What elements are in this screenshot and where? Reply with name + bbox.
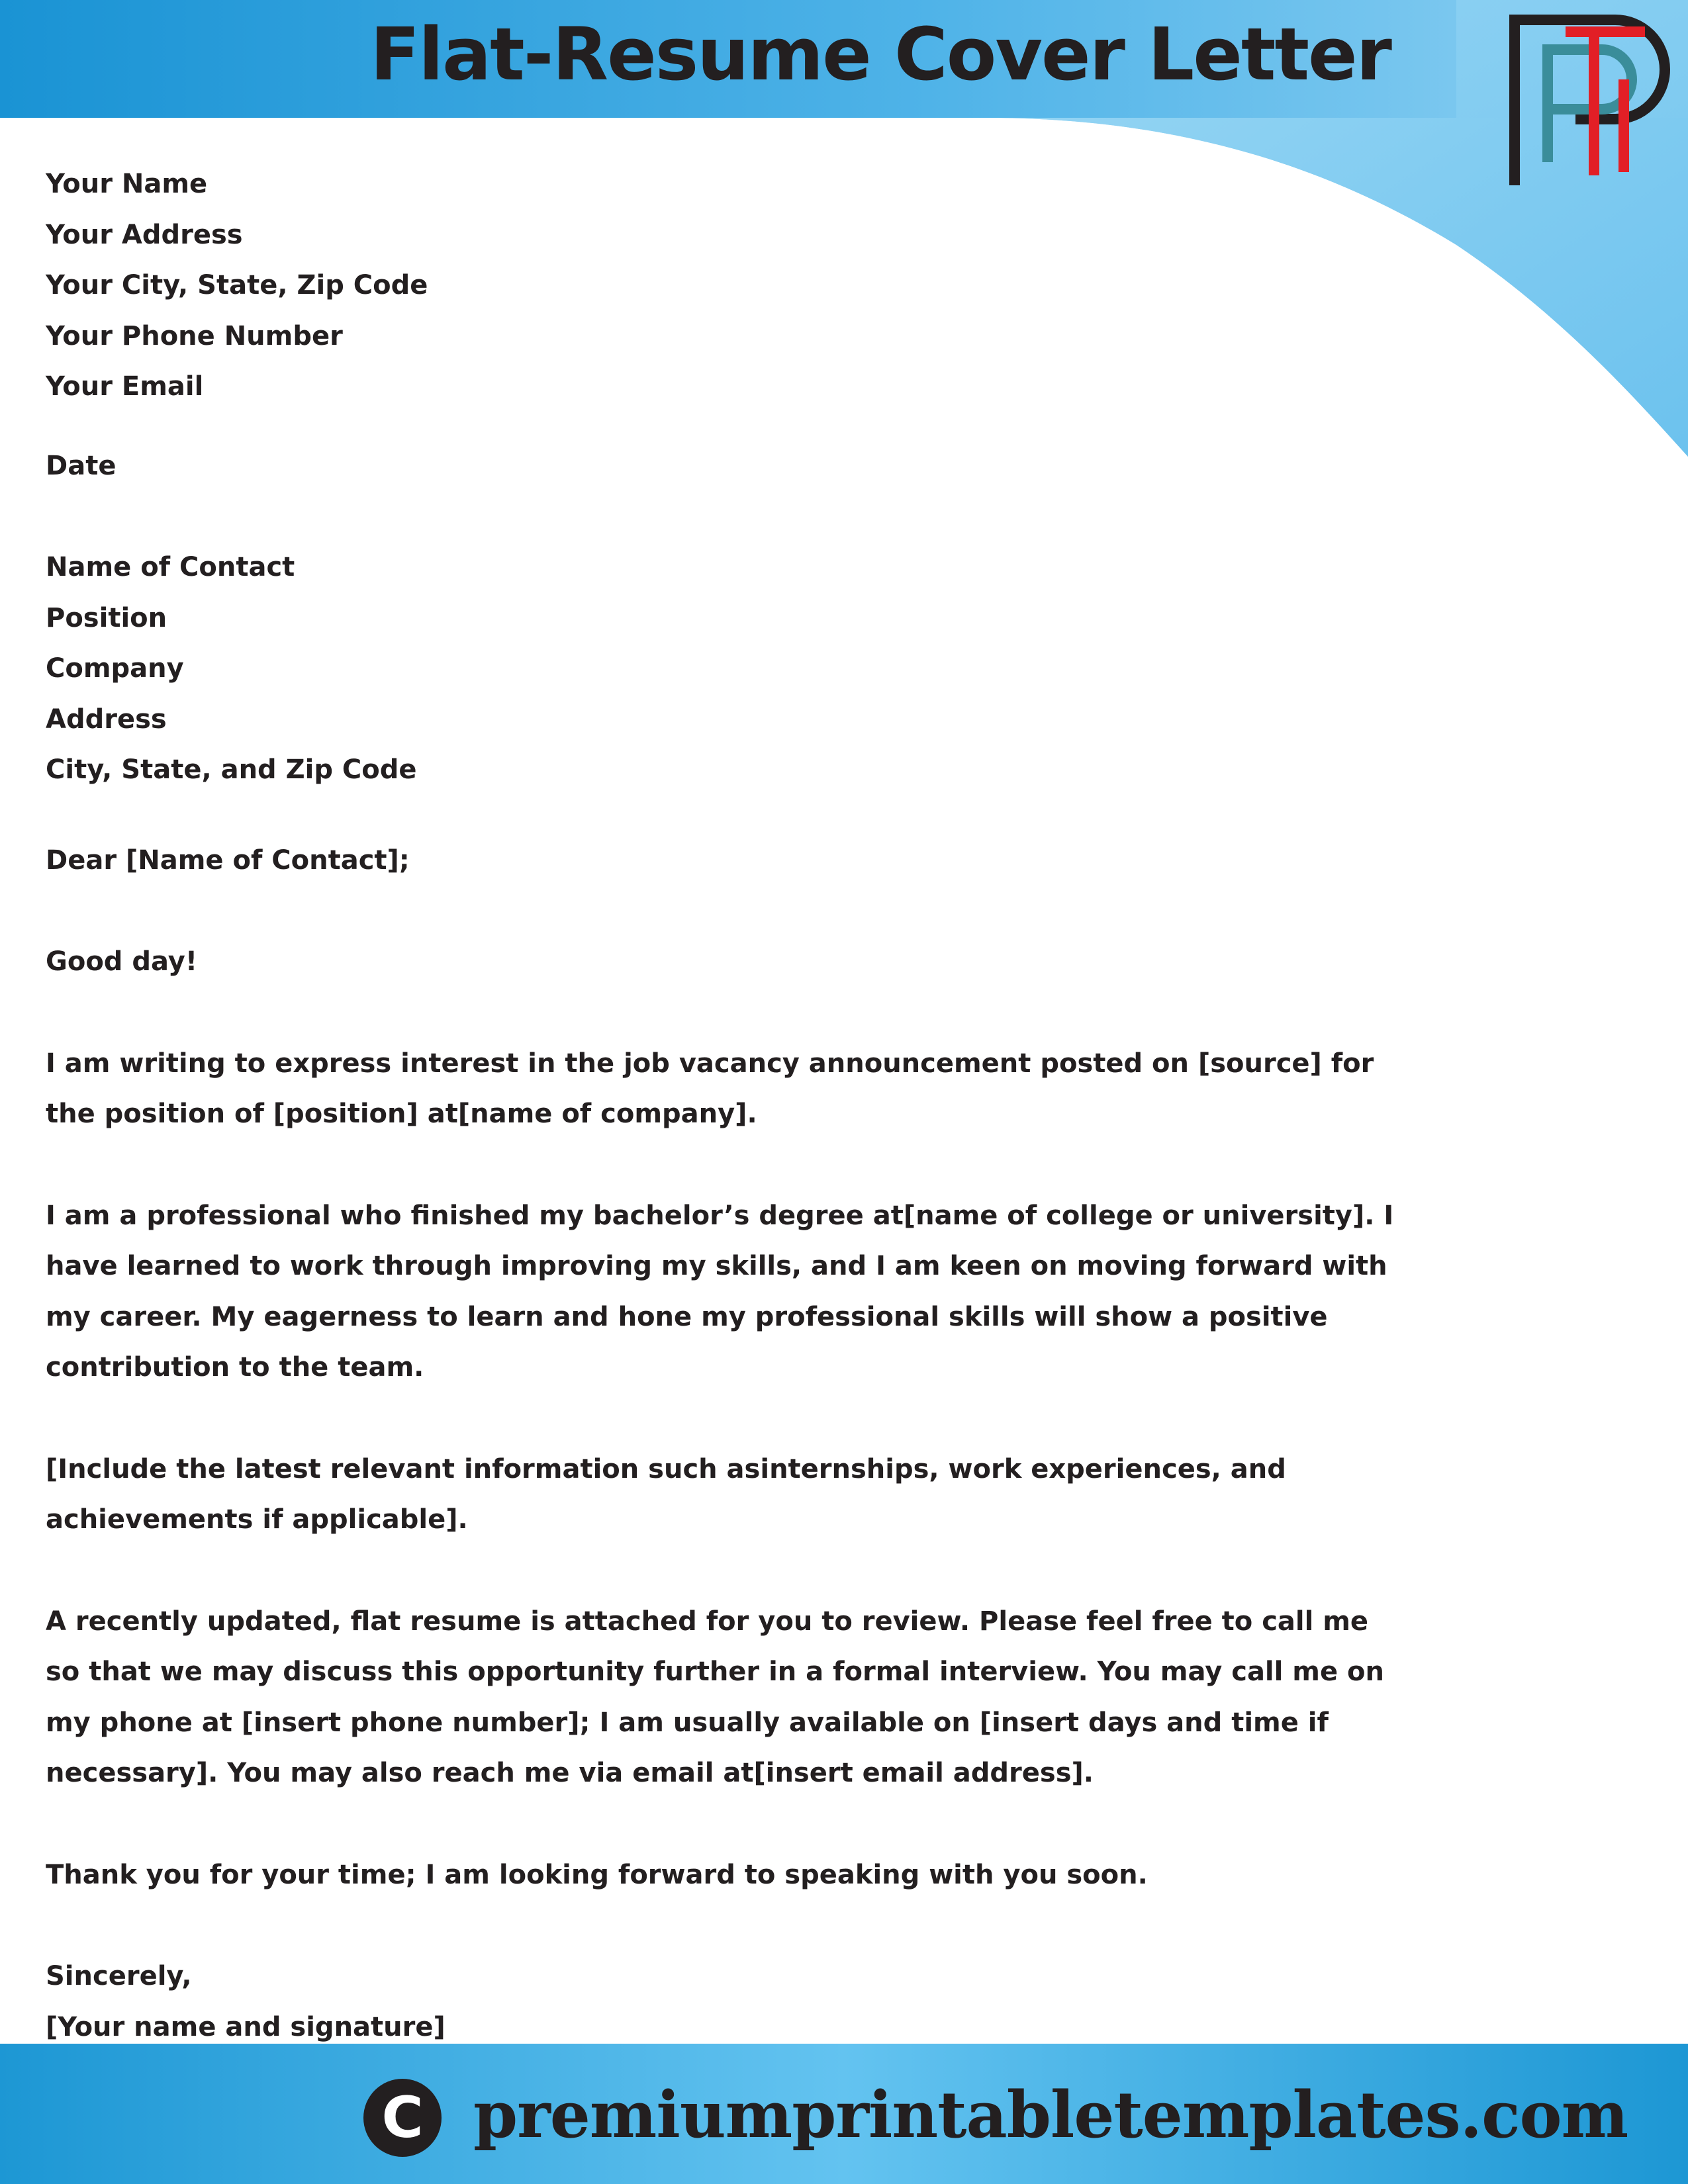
sender-city-state-zip: Your City, State, Zip Code bbox=[46, 270, 428, 300]
body-paragraph-4: A recently updated, flat resume is attached for you to review. Please feel free to call me so that we may discuss this opportunity further in a formal interview. You may call me on my phone at [insert phone number]; I am usually available on [insert days and time if necessary]. You may also reach me via email at[insert email address]. bbox=[46, 1606, 1384, 1788]
letter-date: Date bbox=[46, 450, 117, 481]
body-paragraph-1: I am writing to express interest in the job vacancy announcement posted on [source] for the position of [position] at[name of company]. bbox=[46, 1048, 1374, 1129]
recipient-address: Address bbox=[46, 704, 167, 735]
recipient-company: Company bbox=[46, 653, 184, 684]
body-paragraph-2: I am a professional who finished my bachelor’s degree at[name of college or university]. I have learned to work through improving my skills, and I am keen on moving forward with my career. My eagerness to learn and hone my professional skills will show a positive contribution to the team. bbox=[46, 1200, 1394, 1383]
greeting: Good day! bbox=[46, 946, 198, 977]
copyright-icon: C bbox=[363, 2079, 442, 2157]
ptp-monogram-logo-icon bbox=[1503, 13, 1675, 192]
cover-letter-body bbox=[46, 159, 1403, 2052]
body-paragraph-5: Thank you for your time; I am looking forward to speaking with you soon. bbox=[46, 1859, 1148, 1890]
signature-line: [Your name and signature] bbox=[46, 2011, 445, 2042]
footer-band bbox=[0, 2044, 1688, 2184]
recipient-city-state-zip: City, State, and Zip Code bbox=[46, 754, 417, 785]
recipient-position: Position bbox=[46, 602, 167, 633]
sender-email: Your Email bbox=[46, 371, 204, 402]
recipient-contact: Name of Contact bbox=[46, 552, 295, 582]
sender-name: Your Name bbox=[46, 169, 208, 199]
closing: Sincerely, bbox=[46, 1961, 192, 1991]
body-paragraph-3: [Include the latest relevant information such asinternships, work experiences, and achievements if applicable]. bbox=[46, 1453, 1286, 1535]
salutation: Dear [Name of Contact]; bbox=[46, 844, 410, 876]
page-title: Flat-Resume Cover Letter bbox=[370, 12, 1391, 97]
footer-site-link[interactable]: premiumprintabletemplates.com bbox=[473, 2077, 1628, 2152]
sender-address: Your Address bbox=[46, 219, 243, 250]
sender-phone: Your Phone Number bbox=[46, 320, 343, 351]
